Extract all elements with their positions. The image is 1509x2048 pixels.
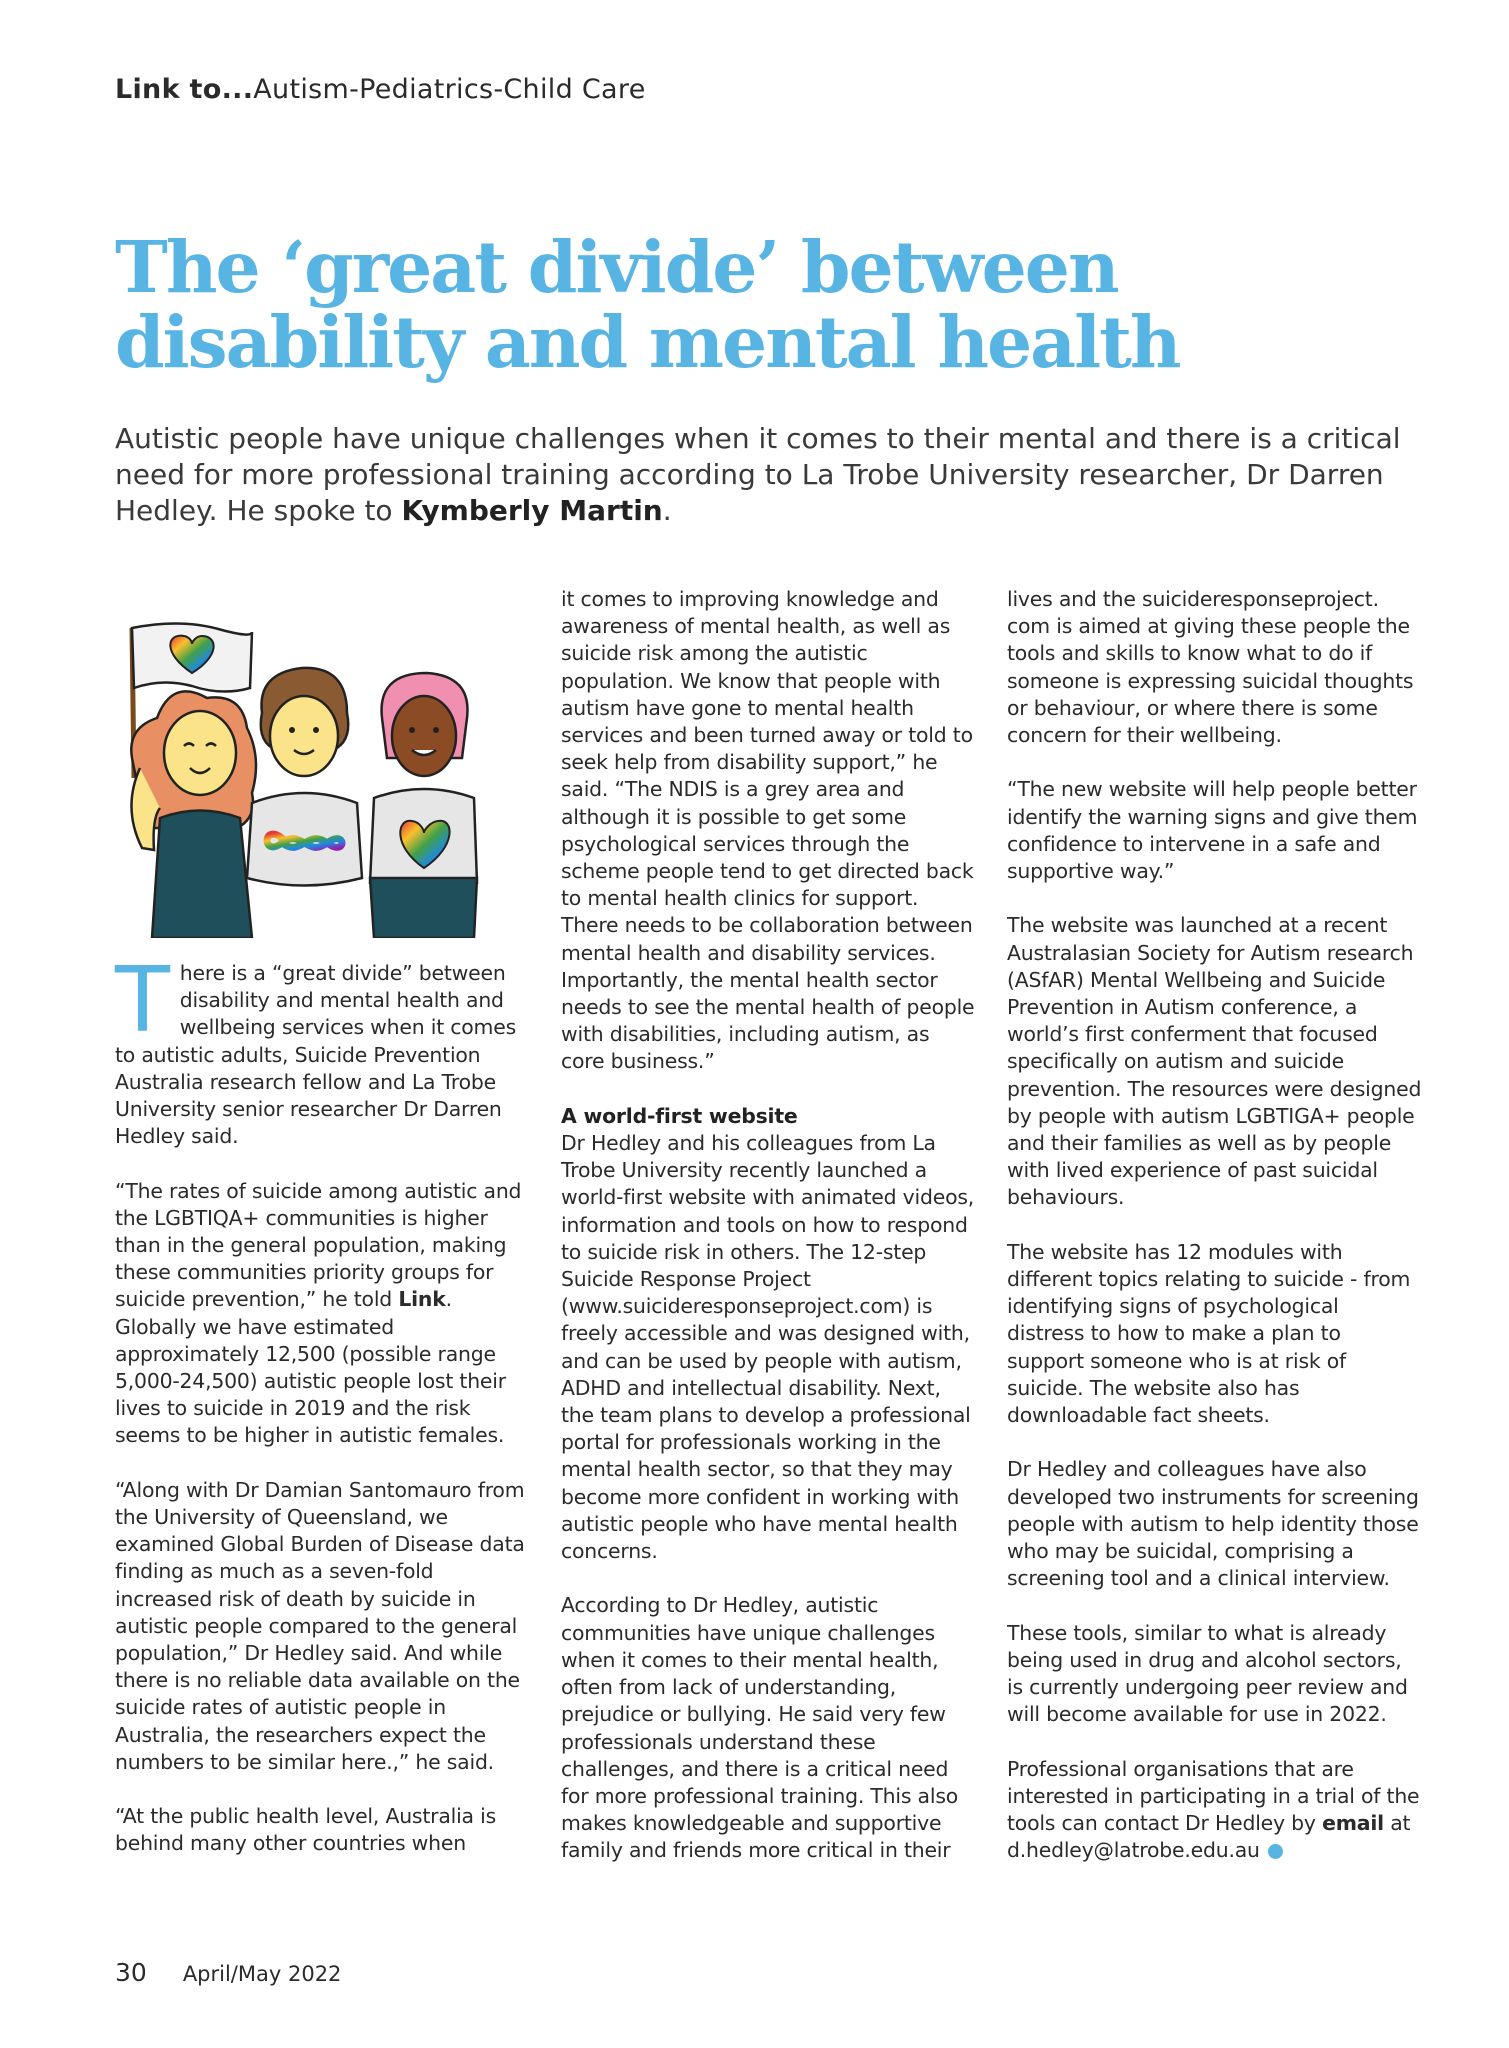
illustration-three-people — [112, 618, 532, 938]
paragraph: Dr Hedley and his colleagues from La Trobe University recently launched a world-first website with animated videos, information and tools on how to respond to suicide risk in others. The 12-step Suicide Response Project (www.suicideresponseproject.com) is freely accessible and was designed with, and can be used by people with autism, ADHD and intellectual disability. Next, the team plans to develop a professional portal for professionals working in the mental health sector, so that they may become more confident in working with autistic people who have mental health concerns. — [561, 1131, 975, 1564]
paragraph: it comes to improving knowledge and awareness of mental health, as well as suicide risk among the autistic population. We know that people with autism have gone to mental health services and been turned away or told to seek help from disability support,” he said. “The NDIS is a grey area and although it is possible to get some psychological services through the scheme people tend to get directed back to mental health clinics for support. There needs to be collaboration between mental health and disability services. Importantly, the mental health sector needs to see the mental health of people with disabilities, including autism, as core business.” — [561, 587, 975, 1074]
paragraph: These tools, similar to what is already being used in drug and alcohol sectors, is currently undergoing peer review and will become available for use in 2022. — [1007, 1620, 1408, 1727]
paragraph: lives and the suicideresponseproject. com is aimed at giving these people the tools and skills to know what to do if someone is expressing suicidal thoughts or behaviour, or where there is some concern for their wellbeing. — [1007, 587, 1414, 748]
paragraph: The website has 12 modules with different topics relating to suicide - from identifying signs of psychological distress to how to make a plan to support someone who is at risk of suicide. The website also has downloadable fact sheets. — [1007, 1239, 1411, 1428]
paragraph — [115, 948, 530, 1150]
section-header — [115, 74, 646, 105]
paragraph: Dr Hedley and colleagues have also developed two instruments for screening people with autism to help identity those who may be suicidal, comprising a screening tool and a clinical interview. — [1007, 1457, 1419, 1591]
email-label: email — [1322, 1811, 1384, 1836]
article-title: The ‘great divide’ between disability and mental health — [115, 225, 1180, 384]
person-left — [131, 691, 256, 938]
article-column-2 — [561, 586, 976, 1892]
paragraph — [115, 1178, 530, 1450]
paragraph: “The new website will help people better identify the warning signs and give them confidence to intervene in a safe and supportive way.” — [1007, 777, 1418, 884]
article-column-1 — [115, 948, 530, 1885]
paragraph: The website was launched at a recent Australasian Society for Autism research (ASfAR) Mental Wellbeing and Suicide Prevention in Autism conference, a world’s first conferment that focused specifically on autism and suicide prevention. The resources were designed by people with autism LGBTIGA+ people and their families as well as by people with lived experience of past suicidal behaviours. — [1007, 913, 1422, 1210]
end-mark-icon — [1268, 1844, 1283, 1859]
article-column-3 — [1007, 586, 1422, 1892]
page-number: 30 — [115, 1958, 147, 1987]
standfirst — [115, 421, 1415, 529]
link-brand: Link — [398, 1287, 446, 1312]
standfirst-author: Kymberly Martin — [401, 494, 663, 527]
paragraph-text: Professional organisations that are interested in participating in a trial of the tools can contact Dr Hedley by — [1007, 1756, 1420, 1836]
header-brand: Link to... — [115, 74, 254, 105]
paragraph-text: here is a “great divide” between disability and mental health and wellbeing services when it comes to autistic adults, Suicide Prevention Australia research fellow and La Trobe University senior researcher Dr Darren Hedley said. — [115, 961, 516, 1149]
paragraph: According to Dr Hedley, autistic communities have unique challenges when it comes to their mental health, often from lack of understanding, prejudice or bullying. He said very few professionals understand these challenges, and there is a critical need for more professional training. This also makes knowledgeable and supportive family and friends more critical in their — [561, 1593, 959, 1863]
standfirst-text: Autistic people have unique challenges when it comes to their mental and there is a critical need for more professional training according to La Trobe University researcher, Dr Darren Hedley. He spoke to — [115, 422, 1401, 527]
issue-date: April/May 2022 — [182, 1962, 342, 1986]
header-section: Autism-Pediatrics-Child Care — [253, 74, 646, 105]
person-right — [370, 673, 477, 938]
paragraph: “Along with Dr Damian Santomauro from the University of Queensland, we examined Global Burden of Disease data finding as much as a seven-fold increased risk of death by suicide in autistic people compared to the general population,” Dr Hedley said. And while there is no reliable data available on the suicide rates of autistic people in Australia, the researchers expect the numbers to be similar here.,” he said. — [115, 1477, 525, 1774]
standfirst-end: . — [662, 494, 672, 527]
drop-cap: T — [115, 948, 170, 1053]
email-link[interactable]: at d.hedley@latrobe.edu.au — [1007, 1811, 1411, 1863]
person-middle — [247, 668, 362, 886]
subheading: A world-first website — [561, 1103, 798, 1128]
paragraph — [1007, 1756, 1422, 1865]
paragraph: “At the public health level, Australia is behind many other countries when — [115, 1804, 497, 1856]
paragraph-text: “The rates of suicide among autistic and the LGBTIQA+ communities is higher than in the general population, making these communities priority groups for suicide prevention,” he told — [115, 1178, 522, 1312]
paragraph-text: . Globally we have estimated approximately 12,500 (possible range 5,000-24,500) autistic people lost their lives to suicide in 2019 and the risk seems to be higher in autistic females. — [115, 1287, 506, 1448]
page-footer — [115, 1958, 341, 1987]
